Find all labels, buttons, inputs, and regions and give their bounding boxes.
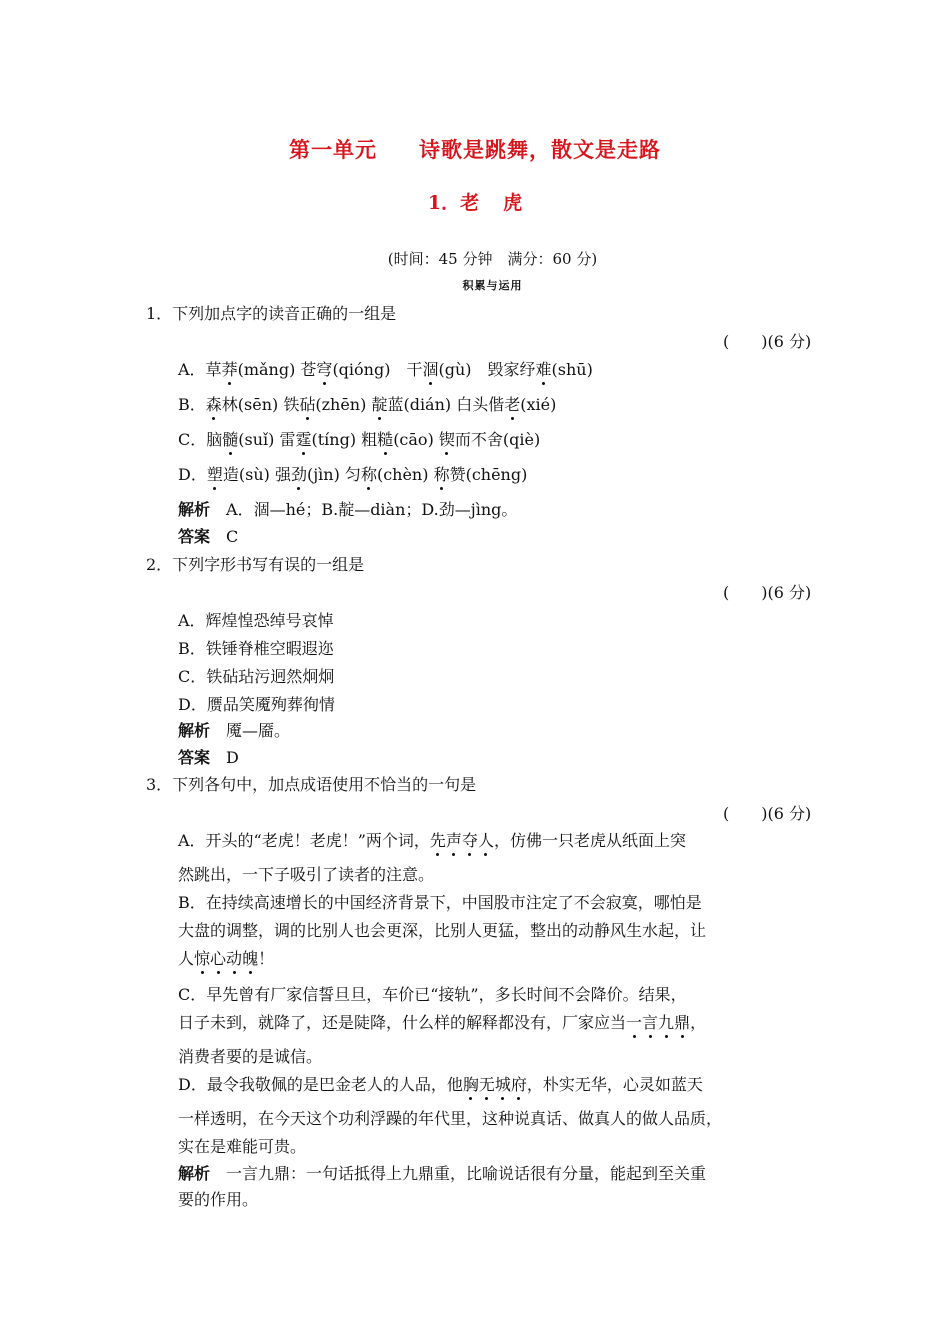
unit-title: [0, 134, 950, 164]
question-3-option-d-line-1: [178, 1072, 703, 1095]
text: (shū): [551, 360, 593, 379]
text: ！: [258, 949, 275, 968]
dotted-char: 心: [210, 949, 227, 968]
text: C．铁砧: [178, 667, 239, 686]
section-heading: 积累与运用: [462, 279, 523, 292]
text: D．最令我敬佩的是巴金老人的人品，他: [178, 1075, 463, 1094]
text: ，: [690, 1013, 707, 1032]
text: (suǐ) 雷: [238, 430, 296, 449]
question-1-answer: [178, 524, 238, 547]
answer-text: D: [226, 748, 239, 767]
question-2-option-c: [178, 664, 334, 687]
dotted-idiom: [463, 1075, 527, 1094]
question-3-option-d-line-2: 一样透明，在今天这个功利浮躁的年代里，这种说真话、做真人的做人品质，: [178, 1109, 723, 1128]
text: 蓝(dián) 白头偕: [387, 395, 505, 414]
dotted-char: 莽: [221, 360, 238, 379]
text: (xié): [520, 395, 557, 414]
text: B．铁锤: [178, 639, 238, 658]
question-3-option-c-line-2: [178, 1010, 706, 1033]
text: D．赝品: [178, 695, 239, 714]
question-3-stem: 3．下列各句中，加点成语使用不恰当的一句是: [146, 775, 477, 794]
text: D．: [178, 465, 207, 484]
text: 绰号: [269, 611, 302, 630]
analysis-text: 一言九鼎：一句话抵得上九鼎重，比喻说话很有分量，能起到至关重: [226, 1164, 707, 1183]
dotted-char: 砧: [299, 395, 316, 414]
text: 而不舍(qiè): [454, 430, 541, 449]
text: 遐迩: [301, 639, 334, 658]
text: (cāo): [393, 430, 439, 449]
text: 哀悼: [301, 611, 334, 630]
dotted-char: 人: [477, 831, 494, 850]
question-1-stem: 1．下列加点字的读音正确的一组是: [146, 304, 397, 323]
dotted-char: 塑: [206, 465, 223, 484]
dotted-char: 老: [504, 395, 521, 414]
answer-label: 答案: [178, 748, 211, 767]
text: 殉葬: [270, 695, 303, 714]
question-1-option-b: [178, 392, 556, 415]
text: 徇情: [302, 695, 335, 714]
question-3-option-a-line-2: 然跳出，一下子吸引了读者的注意。: [178, 865, 435, 884]
question-3-analysis-line-1: [178, 1161, 706, 1184]
text: 惶恐: [237, 611, 270, 630]
lesson-title: [0, 188, 950, 215]
dotted-char: 鼎: [674, 1013, 691, 1032]
question-2-score: ( )(6 分): [723, 583, 812, 602]
question-2-analysis: [178, 718, 290, 741]
dotted-idiom: [194, 949, 258, 968]
dotted-char: 涸: [422, 360, 439, 379]
dotted-char: 言: [642, 1013, 659, 1032]
dotted-char: 霆: [295, 430, 312, 449]
text: 笑魇: [238, 695, 271, 714]
dotted-char: 府: [510, 1075, 527, 1094]
text: 人: [178, 949, 195, 968]
answer-label: 答案: [178, 527, 211, 546]
text: (jìn) 匀: [306, 465, 361, 484]
text: 空暇: [269, 639, 302, 658]
unit-title-part-1: 第一单元: [289, 137, 377, 162]
text: A．草: [178, 360, 222, 379]
dotted-char: 一: [626, 1013, 643, 1032]
dotted-char: 锲: [438, 430, 455, 449]
text: (tíng) 粗: [311, 430, 378, 449]
dotted-char: 劲: [290, 465, 307, 484]
question-3-option-b-line-1: B．在持续高速增长的中国经济背景下，中国股市注定了不会寂寞，哪怕是: [178, 893, 702, 912]
unit-title-part-2: 诗歌是跳舞，散文是走路: [419, 137, 661, 162]
question-3-option-d-line-3: 实在是难能可贵。: [178, 1137, 307, 1156]
text: 迥然: [270, 667, 303, 686]
text: ，仿佛一只老虎从纸面上突: [493, 831, 686, 850]
dotted-char: 九: [658, 1013, 675, 1032]
question-1-option-d: [178, 462, 527, 485]
question-1-option-a: [178, 357, 593, 380]
dotted-char: 惊: [194, 949, 211, 968]
dotted-char: 称: [433, 465, 450, 484]
text: (zhēn): [315, 395, 372, 414]
dotted-char: 胸: [462, 1075, 479, 1094]
dotted-char: 难: [535, 360, 552, 379]
text: 赞(chēng): [449, 465, 528, 484]
text: C．脑: [178, 430, 223, 449]
dotted-char: 森: [205, 395, 222, 414]
text: A．辉煌: [178, 611, 238, 630]
question-3-option-c-line-3: 消费者要的是诚信。: [178, 1047, 323, 1066]
text: B．: [178, 395, 206, 414]
question-2-answer: [178, 745, 239, 768]
dotted-char: 称: [360, 465, 377, 484]
answer-text: C: [226, 527, 239, 546]
dotted-char: 魄: [242, 949, 259, 968]
lesson-title-part-1: 1．老: [427, 192, 480, 214]
text: 林(sēn) 铁: [221, 395, 300, 414]
question-1-option-c: [178, 427, 540, 450]
exam-meta: (时间：45 分钟 满分：60 分): [387, 250, 598, 268]
text: (qióng) 干: [332, 360, 423, 379]
analysis-label: 解析: [178, 721, 211, 740]
dotted-char: 无: [478, 1075, 495, 1094]
text: 炯炯: [302, 667, 335, 686]
question-3-option-b-line-3: [178, 946, 274, 969]
question-2-option-a: [178, 608, 334, 631]
question-1-score: ( )(6 分): [723, 332, 812, 351]
dotted-idiom: [430, 831, 494, 850]
lesson-title-part-2: 虎: [503, 192, 523, 214]
question-3-analysis-line-2: 要的作用。: [178, 1190, 259, 1209]
question-3-option-b-line-2: 大盘的调整，调的比别人也会更深，比别人更猛，整出的动静风生水起，让: [178, 921, 707, 940]
dotted-char: 声: [445, 831, 462, 850]
analysis-text: 魇—靥。: [226, 721, 291, 740]
analysis-label: 解析: [178, 500, 211, 519]
text: (gù) 毁家纾: [438, 360, 536, 379]
analysis-label: 解析: [178, 1164, 211, 1183]
text: ，朴实无华，心灵如蓝天: [526, 1075, 703, 1094]
dotted-char: 城: [494, 1075, 511, 1094]
question-3-option-c-line-1: C．早先曾有厂家信誓旦旦，车价已“接轨”，多长时间不会降价。结果，: [178, 985, 687, 1004]
text: 玷污: [238, 667, 271, 686]
dotted-char: 髓: [222, 430, 239, 449]
text: (chèn): [376, 465, 434, 484]
question-2-option-d: [178, 692, 335, 715]
dotted-char: 夺: [461, 831, 478, 850]
dotted-char: 穹: [316, 360, 333, 379]
text: 脊椎: [237, 639, 270, 658]
dotted-char: 先: [429, 831, 446, 850]
dotted-idiom: [626, 1013, 690, 1032]
text: (mǎng) 苍: [237, 360, 317, 379]
text: 造(sù) 强: [222, 465, 291, 484]
analysis-text: A．涸—hé；B.靛—diàn；D.劲—jìng。: [226, 500, 518, 519]
dotted-char: 糙: [377, 430, 394, 449]
text: 日子未到，就降了，还是陡降，什么样的解释都没有，厂家应当: [178, 1013, 627, 1032]
question-3-score: ( )(6 分): [723, 804, 812, 823]
question-2-stem: 2．下列字形书写有误的一组是: [146, 555, 365, 574]
question-2-option-b: [178, 636, 334, 659]
question-3-option-a-line-1: [178, 828, 686, 851]
dotted-char: 动: [226, 949, 243, 968]
question-1-analysis: [178, 497, 517, 520]
text: A．开头的“老虎！老虎！”两个词，: [178, 831, 430, 850]
dotted-char: 靛: [371, 395, 388, 414]
